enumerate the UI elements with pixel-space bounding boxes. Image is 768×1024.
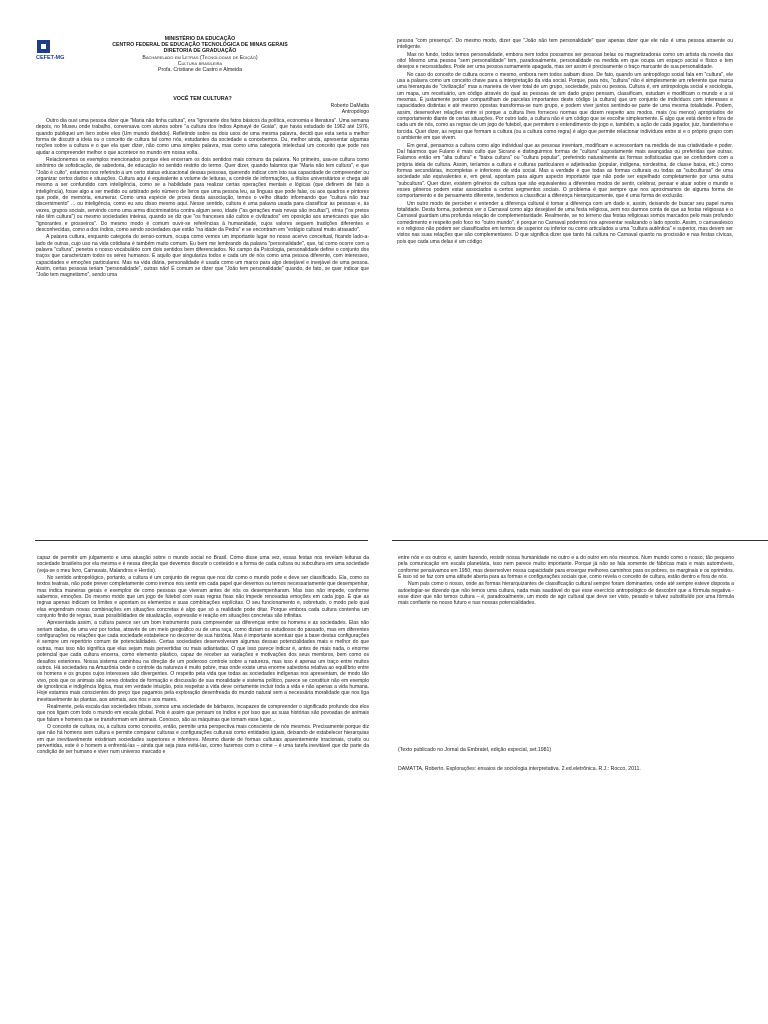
page2-right-column — [398, 555, 734, 608]
paragraph: pessoa "com presença". Do mesmo modo, dizer que "João não tem personalidade" quer apenas dizer que ele não é uma pessoa atraente ou inteligente. — [397, 38, 733, 51]
paragraph: Um outro modo de perceber e entender a diferença cultural é tomar a diferença com um dado e, assim, deixando de buscar seu papel numa totalidade. Desta forma, podemos ver o Carnaval como algo desejável de uma festa religiosa, sem nos darmos conta de que as festas religiosas e o Carnaval guardam uma profunda relação de complementaridade. Realmente, se no terreno das festas religiosas somos marcados pelo mais profundo comedimento e respeito pelo foco no "outro mundo", é porque no Carnaval podemos nos apresentar realizando o lado oposto. Assim, o carnavalesco e o religioso não podem ser classificados em termos de superior ou inferior ou como articulados a uma "cultura autêntica" e superior, mas devem ser vistos nas suas relações que são complementares. O que significa dizer que tanto há cultura no Carnaval quanto na procissão e nas festas cívicas, pois que cada uma delas é um código — [397, 200, 733, 245]
page2-left-column — [37, 555, 369, 757]
paragraph: Realmente, pela escala das sociedades tribais, somos uma sociedade de bárbaros, incapazes de compreender o significado profundo dos elos que nos ligam com todo o mundo em escala global. Pois é assim que pensam os índios e por isso que as suas histórias são povoadas de animais que falam e homens que se transformam em animais. Conosco, são as máquinas que tomam esse lugar... — [37, 703, 369, 723]
course-line: Bacharelado em Letras (Tecnologias de Edição) — [142, 54, 258, 61]
bibliographic-reference: DAMATTA, Roberto. Explorações: ensaios de sociologia interpretativa. 2.ed.eletrônica. R.J.: Rocco, 2011. — [398, 766, 641, 772]
author-name: Roberto DaMatta — [330, 103, 369, 109]
cefet-logo-icon — [36, 37, 76, 61]
paragraph: Em geral, pensamos a cultura como algo individual que as pessoas inventam, modificam e acrescentam na medida de sua criatividade e poder. Daí falarmos que Fulano é mais culto que Sicrano e distinguirmos formas de "cultura" supostamente mais avançadas ou preferidas que outras. Falamos então em "alta cultura" e "baixa cultura" ou "cultura popular", preferindo naturalmente as formas sofisticadas que se confundem com a própria ideia de cultura. Assim, teríamos a cultura e culturas particulares e adjetivadas (popular, indígena, nordestina, de classe baixa, etc.) como formas secundárias, incompletas e inferiores de vida social. Mas a verdade é que todas as formas culturais ou todas as "subculturas" de uma sociedade são equivalentes e, em geral, apontam para algum aspecto importante que não pode ser espelhado completamente por uma outra "subcultura". Quer dizer, existem gêneros de cultura que são equivalentes a diferentes modos de sentir, celebrar, pensar e atuar sobre o mundo e esses gêneros podem estar associados a certos segmentos sociais. O problema é que sempre que nos aproximamos de alguma forma de comportamento e de pensamento diferente, tendemos a classificar a diferença hierarquicamente, que é uma forma de exclusão. — [397, 142, 733, 200]
author-block — [36, 103, 369, 115]
document-header — [36, 36, 369, 96]
publication-note: (Texto publicado no Jornal da Embratel, edição especial, set.1981) — [398, 747, 552, 753]
ministry-line: MINISTÉRIO DA EDUCAÇÃO — [164, 36, 236, 42]
page-separator — [35, 540, 368, 541]
institution-block — [78, 36, 322, 73]
page1-right-column — [397, 38, 733, 246]
svg-text:CEFET-MG: CEFET-MG — [36, 55, 65, 61]
directorate-line: DIRETORIA DE GRADUAÇÃO — [163, 48, 237, 55]
paragraph: A palavra cultura, enquanto categoria do senso-comum, ocupa como vemos um importante lugar no nosso acervo conceitual, ficando lado-a-lado de outras, cujo uso na vida cotidiana é também muito comum. Eu bem me lembrando da palavra "personalidade", que, tal como ocorre com a palavra "cultura", penetra o nosso vocabulário com dois sentidos bem diferenciados. No campo da Psicologia, personalidade define o conjunto dos traços que caracterizam todos os seres humanos. É aquilo que singulariza todos e cada um de nós como uma pessoa diferente, com interesses, capacidades e emoções particulares. Mas na vida diária, personalidade é usada como um marco para algo desejável e invejável de uma pessoa. Assim, certas pessoas teriam "personalidade", outras não! É comum se dizer que "João tem personalidade" quando, de fato, se quer indicar que "João tem magnetismo", sendo uma — [36, 234, 369, 279]
professor-line: Profa. Cristiane de Castro e Almeida — [158, 67, 242, 74]
subject-line: Cultura brasileira — [177, 60, 223, 67]
institution-name: CENTRO FEDERAL DE EDUCAÇÃO TECNOLÓGICA DE MINAS GERAIS — [112, 42, 288, 49]
paragraph: Relacionemos os exemplos mencionados porque eles encerram os dois sentidos mais comuns da palavra. No primeiro, usa-se cultura como sinônimo de sofisticação, de sabedoria, de educação no sentido restrito do termo. Quer dizer, quando falamos que "Maria não tem cultura", e que "João é culto", estamos nos referindo a um certo status educacional dessas pessoas, querendo indicar com isto sua capacidade de compreender ou organizar certos dados e situações. Cultura aqui é equivalente a volume de leituras, a controle de informações, a títulos universitários e chega até mesmo a ser confundido com inteligência, como se a habilidade para realizar certas operações mentais e lógicas (que definem de fato a inteligência), fosse algo a ser medido ou arbitrado pelo número de livros que uma pessoa leu, as línguas que pode falar, ou aos quadros e pintores que pode, de memória, enumerar. Como uma espécie de prova desta associação, temos o velho ditado informando que "cultura não traz discernimento" ... ou inteligência, como eu sou disso mesmo aqui. Nesse sentido, cultura é uma palavra usada para classificar as pessoas e, às vezes, grupos sociais, servindo como uma arma discriminatória contra algum sexo, idade ("as gerações mais novas são incultas"), etnia ("os pretos não têm cultura") ou mesmo sociedades inteiras, quando se diz que "os franceses são cultos e civilizados" em oposição aos americanos que são "ignorantes e grosseiros". Do mesmo modo é comum ouvir-se referências à humanidade, cujos valores seguem tradições diferentes e desconhecidas, como a dos índios, como sendo sociedades que estão "na idade da Pedra" e se encontram em "estágio cultural muito atrasado". — [36, 157, 369, 233]
page-separator — [392, 540, 768, 541]
paragraph: No caso do conceito de cultura ocorre o mesmo, embora nem todos saibam disso. De fato, quando um antropólogo social fala em "cultura", ele usa a palavra como um conceito chave para a interpretação da vida social. Porque, para nós, "cultura" não é simplesmente um referente que marca uma hierarquia de "civilização" mas a maneira de viver total de um grupo, sociedade, país ou pessoa. Cultura é, em antropologia social e sociologia, um mapa, um receituário, um código através do qual as pessoas de um dado grupo pensam, classificam, estudam e modificam o mundo e a si mesmas. É justamente porque compartilham de parcelas importantes deste código (a cultura) que um conjunto de indivíduos com interesses e capacidades distintas e até mesmo opostas transforma-se num grupo, e podem viver juntos sentindo-se parte de uma mesma totalidade. Podem, assim, desenvolver relações entre si porque a cultura lhes forneceu normas que dizem respeito aos modos, mais (ou menos) apropriados de comportamento diante de certas situações. Por outro lado, a cultura não é um código que se escolhe simplesmente. É algo que está dentro e fora de cada um de nós, como as regras de um jogo de futebol, que permitem o entendimento do jogo e, também, a ação de cada jogador, juiz, bandeirinha e torcida. Quer dizer, as regras que formam a cultura (ou a cultura como regra) é algo que permite relacionar indivíduos entre si e o próprio grupo com o ambiente em que vivem. — [397, 71, 733, 142]
paragraph: Mas no fundo, todos temos personalidade, embora nem todos possamos ser pessoas belas ou magnetizadoras como um artista da novela das oito! Mesmo uma pessoa "sem personalidade" tem, paradoxalmente, personalidade na medida em que ocupa um espaço social e físico e tem desejos e necessidades. Pode ser uma pessoa sumamente apagada, mas ser assim é precisamente o traço marcante de sua personalidade. — [397, 51, 733, 71]
paragraph: capaz de permitir um julgamento e uma atuação sobre o mundo social no Brasil. Como disse uma vez, essas festas nos revelam leituras da sociedade brasileira por ela mesma e é nessa direção que devemos discutir o conteúdo e a forma de cada cultura ou subcultura em uma sociedade (veja-se o meu livro, Carnavais, Malandros e Heróis). — [37, 555, 369, 574]
page1-left-column — [36, 118, 369, 280]
paragraph: entre nós e os outros e, assim fazendo, resistir nossa humanidade no outro e a do outro em nós mesmos. Num mundo como o nosso, tão pequeno pela comunicação em escala planetária, isso nem parece muito importante. Porque já não se fala somente de fábricas mais e mais automóveis, conforme pensávamos em 1950, mas desenvolver nossa capacidade para enxergar melhores caminhos para os pobres, os marginais e os oprimidos. É isso só se faz com uma atitude aberta para as formas e configurações sociais que, como revela o conceito de cultura, estão dentro e fora de nós. — [398, 555, 734, 581]
paragraph: Outro dia ouvi uma pessoa dizer que "Maria não tinha cultura", era "ignorante dos fatos básicos da política, economia e literatura". Uma semana depois, no Museu onde trabalho, conversava com alunos sobre "a cultura dos índios Apinayé de Goiás", que havia estudado de 1962 até 1976, quando publiquei um livro sobre eles (Um mundo dividido). Refletindo sobre os dois usos de uma mesma palavra, decidi que esta seria a melhor forma de discutir a ideia ou o conceito de cultura tal como nós, estudantes da sociedade a concebemos. Ou, melhor ainda, apresentar algumas noções sobre a cultura e o que ela quer dizer, não como uma simples palavra, mas como uma categoria intelectual um conceito que pode nos ajudar a compreender melhor o que acontece no mundo em nossa volta. — [36, 118, 369, 156]
author-role: Antropólogo — [341, 109, 369, 115]
paragraph: Num país como o nosso, onde as formas hierarquizantes de classificação cultural sempre foram dominantes, onde até sempre esteve disposta a autoelogiar-se dizendo que não temos uma cultura, nada mais saudável do que esse exercício antropológico de descobrir que a fórmula negativa - esse dizer que não temos cultura – é, paradoxalmente, um modo de agir cultural que deve ser visto, pesado e talvez substituído por uma fórmula mais confiante no nosso futuro e nas nossas potencialidades. — [398, 581, 734, 607]
paragraph: No sentido antropológico, portanto, a cultura é um conjunto de regras que nos diz como o mundo pode e deve ser classificado. Ela, como os textos teatrais, não pode prever completamente como iremos nos sentir em cada papel que devemos ou temos necessariamente que desempenhar, mas indica maneiras gerais e exemplos de como pessoas que viveram antes de nós os desempenharam. Mas isso não impede, conforme sabemos, emoções. Do mesmo modo que um jogo de futebol com suas regras fixas não impede renovadas emoções em cada jogo. É que as regras apenas indicam os limites e apontam os elementos e suas combinações explícitas. O seu funcionamento e, sobretudo, o modo pelo qual elas engendram novas combinações em situações concretas é algo que só a realidade pode ditar. Porque embora cada cultura contenha um conjunto finito de regras, suas possibilidades de atualização, expressão e reação em situações concretas são infinitas. — [37, 575, 369, 620]
paragraph: O conceito de cultura, ou, a cultura como conceito, então, permite uma perspectiva mais consciente de nós mesmos. Precisamente porque diz que não há homens sem cultura e permite comparar culturas e configurações culturais como entidades iguais, deixando de estabelecer hierarquias em que inevitavelmente existiriam sociedades superiores e inferiores. Mesmo diante de formas culturais aparentemente irracionais, cruéis ou pervertidas, este é o homem a enfrentá-las – ainda que seja para evitá-las, como fazemos com o crime – é uma tarefa inevitável que diz parte da condição de ser humano e viver num universo marcado e — [37, 723, 369, 756]
article-title: VOCÊ TEM CULTURA? — [173, 96, 232, 102]
paragraph: Apresentada assim, a cultura parece ser um bom instrumento para compreender as diferenças entre os homens e as sociedades. Elas não seriam dadas, de uma vez por todas, através de um meio geográfico ou de uma raça, como diziam os estudiosos do passado, mas em diferentes configurações ou relações que cada sociedade estabelece no decorrer de sua história. Mas é importante acentuar que a base destas configurações é sempre um repertório comum de potencialidades. Certas sociedades desenvolveram algumas dessas potencialidades mais e melhor do que outras, mas isso não significa que elas sejam mais pervertidas ou mais adiantadas. O que isso parece indicar é, antes de mais nada, o enorme potencial que cada cultura encerra, como elemento plástico, capaz de receber as variações e motivações dos seus membros, bem como os desafios exteriores. Nossa sistema caminhou na direção de um poderoso controle sobre a natureza, mas isso é apenas um traço entre muitos outros. Há sociedades na Amazônia onde o controle da natureza é muito pobre, mas onde existe uma enorme sabedoria relativa ao equilíbrio entre os homens e os grupos cujos interesses são divergentes. O respeito pela vida que todas as sociedades indígenas nos apresentam, de modo tão vivo, pois que os animais são seres dotados de formação e discussão de sua moralidade e sistema político, parece se constituir não em exemplo de ignorância e indigência lógica, mas em verdade intuição, pois respeitar a vida deve certamente incluir toda a vida e não apenas a vida humana. Hoje estamos mais conscientes do preço que pagamos pela exploração desenfreada do mundo natural sem a necessária moralidade que nos liga inevitavelmente às plantas, aos animais, aos rios e aos mares. — [37, 620, 369, 703]
